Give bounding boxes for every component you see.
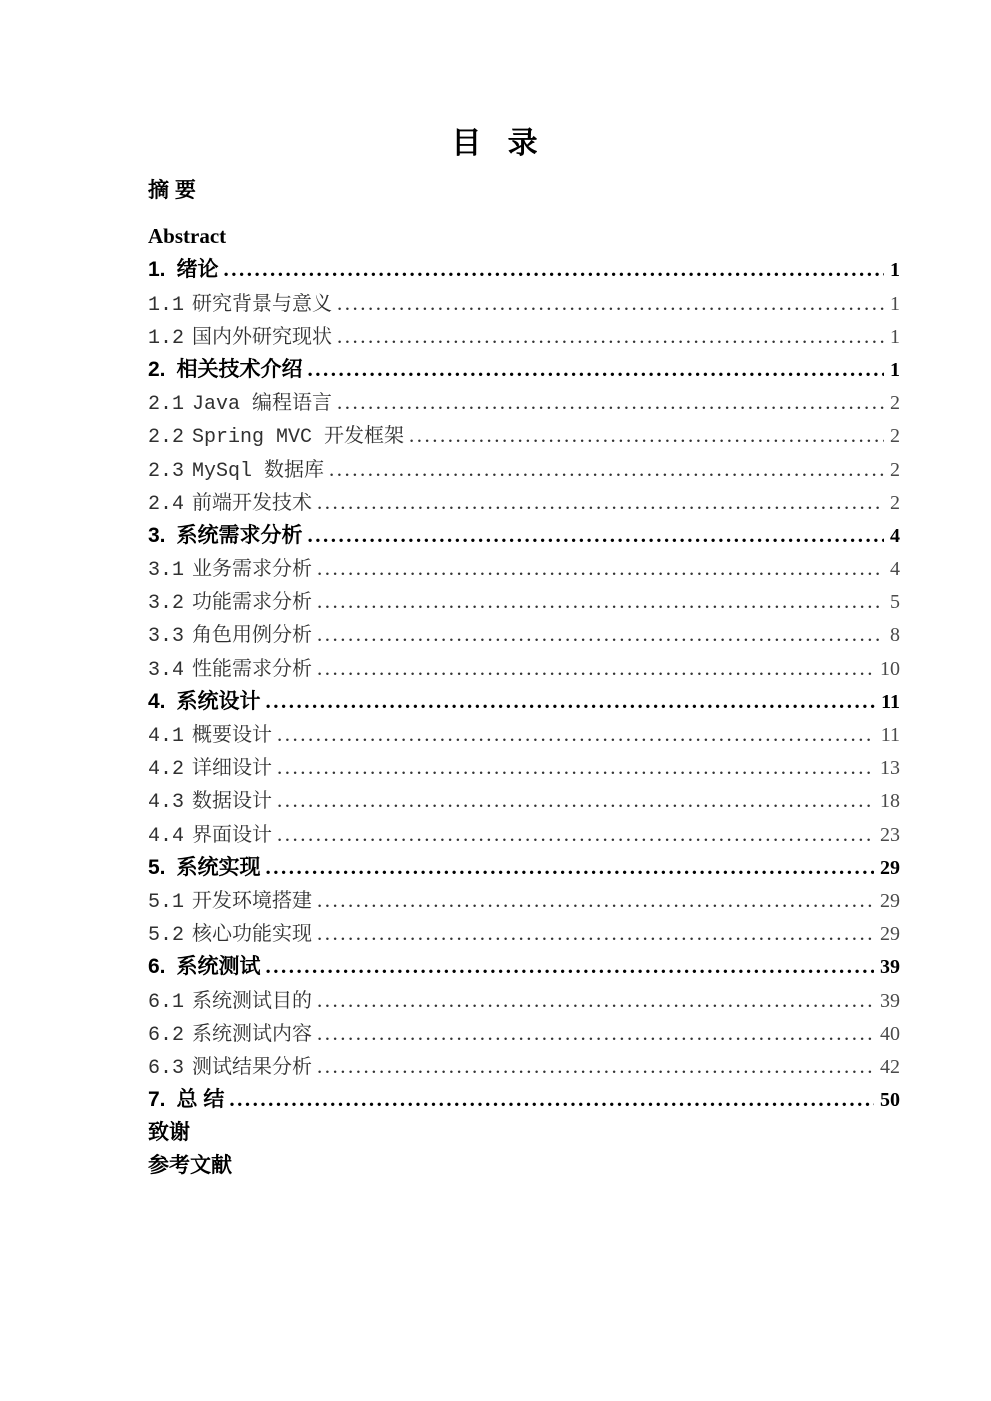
dot-leader <box>266 950 874 983</box>
entry-number: 2.4 <box>148 492 185 516</box>
entry-label: 角色用例分析 <box>192 625 313 649</box>
entry-number: 3.1 <box>148 559 185 583</box>
dot-leader <box>224 253 884 286</box>
entry-number: 6.3 <box>148 1056 185 1080</box>
dot-leader <box>317 585 884 618</box>
entry-number: 6.2 <box>148 1023 185 1047</box>
page-title: 目 录 <box>451 127 540 160</box>
entry-number: 7. <box>148 1088 166 1112</box>
entry-page-number: 39 <box>880 989 900 1012</box>
entry-number: 1. <box>148 258 166 282</box>
entry-number: 1.1 <box>148 293 185 317</box>
toc-entry <box>148 851 900 884</box>
dot-leader <box>409 419 884 452</box>
entry-label: 国内外研究现状 <box>192 326 333 350</box>
entry-page-number: 5 <box>890 591 900 614</box>
dot-leader <box>317 884 874 917</box>
entry-number: 2.1 <box>148 393 185 417</box>
entry-number: 3.4 <box>148 658 185 682</box>
entry-page-number: 29 <box>880 923 900 946</box>
entry-page-number: 8 <box>890 624 900 647</box>
toc-entry <box>148 419 900 452</box>
toc-entry <box>148 1083 900 1116</box>
dot-leader <box>277 751 874 784</box>
entry-page-number: 1 <box>890 325 900 348</box>
entry-label: Spring MVC 开发框架 <box>192 426 405 450</box>
entry-label: 界面设计 <box>192 824 273 848</box>
entry-number: 5.1 <box>148 890 185 914</box>
entry-label: 研究背景与意义 <box>192 293 333 317</box>
entry-page-number: 40 <box>880 1022 900 1045</box>
entry-number: 5. <box>148 855 166 879</box>
entry-number: 6.1 <box>148 990 185 1014</box>
dot-leader <box>317 1017 874 1050</box>
entry-page-number: 50 <box>880 1089 900 1112</box>
toc-entry <box>148 220 900 253</box>
entry-label: 系统设计 <box>176 689 261 713</box>
dot-leader <box>317 652 874 685</box>
entry-label: 功能需求分析 <box>192 592 313 616</box>
entry-page-number: 2 <box>890 425 900 448</box>
entry-page-number: 4 <box>890 524 900 547</box>
toc-entry <box>148 818 900 851</box>
entry-label: 相关技术介绍 <box>176 357 303 381</box>
entry-number: 3. <box>148 523 166 547</box>
entry-label: 系统测试目的 <box>192 990 313 1014</box>
toc-entry <box>148 917 900 950</box>
dot-leader <box>277 718 875 751</box>
toc-entry <box>148 784 900 817</box>
entry-label: 总 结 <box>176 1088 225 1112</box>
entry-number: 3.2 <box>148 592 185 616</box>
toc-entry <box>148 453 900 486</box>
entry-number: 1.2 <box>148 326 185 350</box>
toc-entry <box>148 320 900 353</box>
entry-number: 2.2 <box>148 426 185 450</box>
dot-leader <box>317 917 874 950</box>
dot-leader <box>308 353 884 386</box>
dot-leader <box>317 486 884 519</box>
entry-page-number: 10 <box>880 657 900 680</box>
dot-leader <box>337 320 884 353</box>
entry-page-number: 11 <box>881 690 900 713</box>
entry-label: 系统需求分析 <box>176 523 303 547</box>
dot-leader <box>337 386 884 419</box>
entry-label: 概要设计 <box>192 725 273 748</box>
dot-leader <box>329 453 884 486</box>
dot-leader <box>317 984 874 1017</box>
entry-label: Abstract <box>148 224 227 249</box>
dot-leader <box>337 287 884 320</box>
toc-entry <box>148 552 900 585</box>
entry-page-number: 1 <box>890 259 900 282</box>
toc-entry <box>148 253 900 286</box>
dot-leader <box>277 784 874 817</box>
toc-entry <box>148 884 900 917</box>
entry-page-number: 39 <box>880 956 900 979</box>
entry-label: MySql 数据库 <box>192 459 325 483</box>
toc-entry <box>148 585 900 618</box>
toc-entry <box>148 618 900 651</box>
entry-label: Java 编程语言 <box>192 393 333 417</box>
entry-label: 性能需求分析 <box>192 658 313 682</box>
entry-page-number: 13 <box>880 757 900 780</box>
toc-entry <box>148 984 900 1017</box>
dot-leader <box>229 1083 874 1116</box>
entry-page-number: 1 <box>890 292 900 315</box>
toc-entry <box>148 718 900 751</box>
entry-page-number: 23 <box>880 823 900 846</box>
dot-leader <box>317 552 884 585</box>
entry-page-number: 1 <box>890 358 900 381</box>
entry-number: 3.3 <box>148 625 185 649</box>
entry-page-number: 29 <box>880 889 900 912</box>
entry-page-number: 2 <box>890 458 900 481</box>
entry-page-number: 4 <box>890 558 900 581</box>
entry-page-number: 42 <box>880 1055 900 1078</box>
entry-number: 4.3 <box>148 791 185 815</box>
entry-page-number: 18 <box>880 790 900 813</box>
entry-label: 摘 要 <box>148 179 196 202</box>
entry-label: 系统测试 <box>176 955 261 979</box>
entry-number: 4.4 <box>148 824 185 848</box>
entry-number: 6. <box>148 955 166 979</box>
entry-page-number: 29 <box>880 856 900 879</box>
toc-entry <box>148 1017 900 1050</box>
entry-label: 系统测试内容 <box>192 1023 313 1047</box>
toc-entry <box>148 353 900 386</box>
toc-list <box>148 174 900 1183</box>
toc-entry <box>148 751 900 784</box>
entry-number: 4.1 <box>148 725 185 748</box>
entry-page-number: 2 <box>890 392 900 415</box>
dot-leader <box>266 685 876 718</box>
toc-entry <box>148 685 900 718</box>
entry-label: 详细设计 <box>192 758 273 782</box>
entry-label: 测试结果分析 <box>192 1056 313 1080</box>
toc-entry <box>148 386 900 419</box>
toc-entry <box>148 174 900 207</box>
entry-label: 业务需求分析 <box>192 559 313 583</box>
entry-label: 系统实现 <box>176 855 261 879</box>
dot-leader <box>317 1050 874 1083</box>
toc-entry <box>148 486 900 519</box>
entry-label: 绪论 <box>176 258 219 282</box>
entry-number: 2. <box>148 357 166 381</box>
entry-label: 核心功能实现 <box>192 924 313 948</box>
dot-leader <box>317 618 884 651</box>
toc-entry <box>148 287 900 320</box>
entry-label: 参考文献 <box>148 1154 232 1178</box>
dot-leader <box>308 519 884 552</box>
toc-entry <box>148 652 900 685</box>
toc-entry <box>148 1116 900 1149</box>
entry-label: 前端开发技术 <box>192 492 313 516</box>
entry-label: 开发环境搭建 <box>192 890 313 914</box>
toc-entry <box>148 1050 900 1083</box>
entry-page-number: 11 <box>880 724 900 746</box>
dot-leader <box>266 851 874 884</box>
entry-number: 4. <box>148 689 166 713</box>
entry-label: 致谢 <box>148 1121 190 1145</box>
entry-label: 数据设计 <box>192 791 273 815</box>
toc-entry <box>148 519 900 552</box>
toc-entry <box>148 950 900 983</box>
entry-number: 4.2 <box>148 758 185 782</box>
toc-entry <box>148 1149 900 1182</box>
entry-page-number: 2 <box>890 491 900 514</box>
dot-leader <box>277 818 874 851</box>
entry-number: 2.3 <box>148 459 185 483</box>
entry-number: 5.2 <box>148 924 185 948</box>
